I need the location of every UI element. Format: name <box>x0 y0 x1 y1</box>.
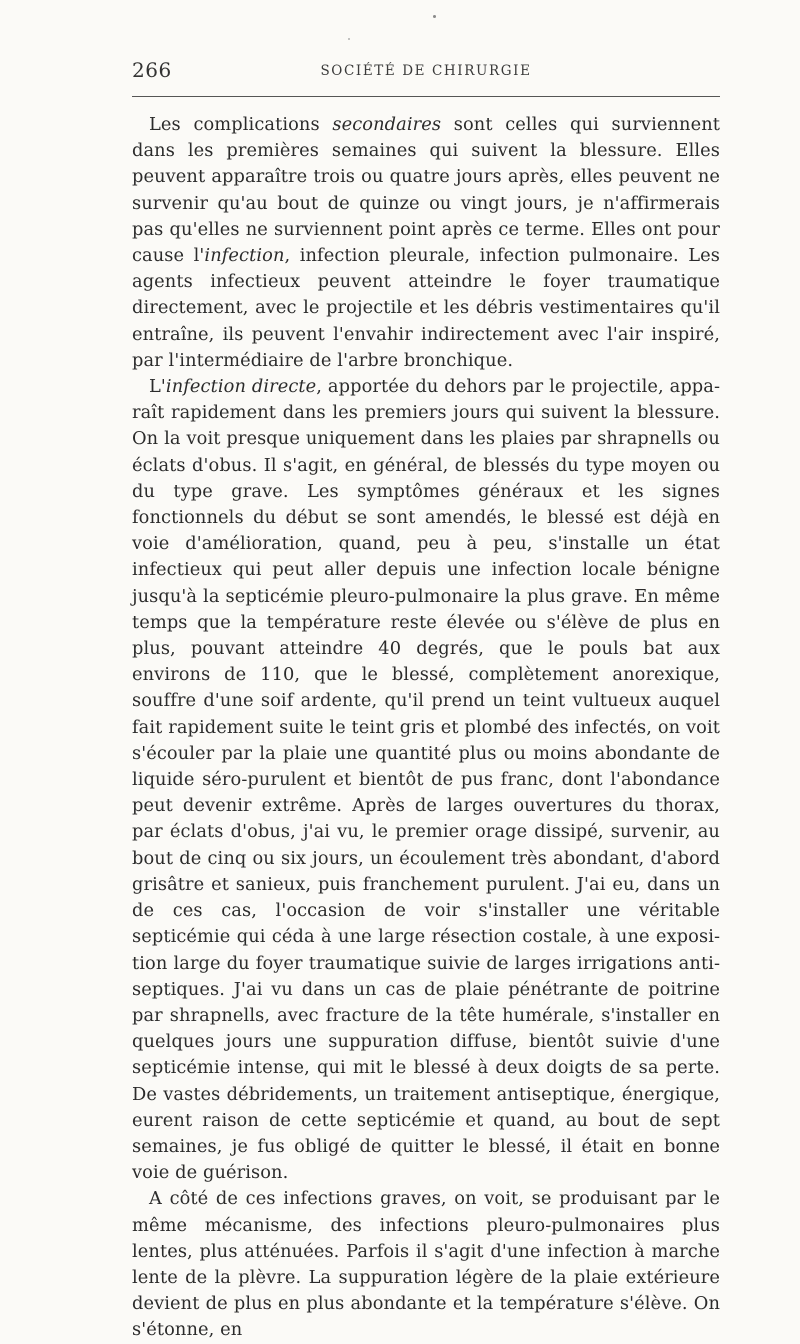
paragraph-secondary-complications <box>132 112 720 374</box>
body-text <box>132 112 720 1344</box>
paper-speck <box>348 38 350 40</box>
paragraph-direct-infection <box>132 374 720 1186</box>
italic-term: secondaires <box>332 114 442 135</box>
page-header <box>132 58 720 86</box>
page-number: 266 <box>132 58 172 82</box>
italic-term: infection directe <box>165 376 317 398</box>
text-run: L' <box>149 376 166 398</box>
header-rule <box>132 96 720 97</box>
text-run: A côté de ces infections graves, on voit, se produisant par le même mécanisme, des infections pleuro-pulmonaires plus lentes, plus atténuées. Parfois il s'agit d'une infection à marche lente de la plèvre. La suppuration légère de la plaie extérieure devient de plus en plus abondante et la température s'élève. On s'étonne, en <box>132 1188 720 1341</box>
running-head: SOCIÉTÉ DE CHIRURGIE <box>320 63 532 79</box>
paper-speck <box>433 15 436 18</box>
paragraph-slow-infections <box>132 1186 720 1343</box>
italic-term: infection <box>204 245 285 267</box>
text-run: sont celles qui surviennent dans les premières semaines qui suivent la blessure. Elles peuvent apparaître trois ou quatre jours après, elles peuvent ne survenir qu'au bout de quinze ou vingt jours, je n'affirmerais pas qu'elles ne surviennent point après ce terme. Elles ont pour cause l' <box>132 114 720 267</box>
text-run: Les complications <box>149 114 333 135</box>
text-run: , apportée du dehors par le projectile, apparaît rapidement dans les premiers jours qui suivent la blessure. On la voit presque uniquement dans les plaies par shrapnells ou éclats d'obus. Il s'agit, en général, de blessés du type moyen ou du type grave. Les symptômes généraux et les signes fonctionnels du début se sont amendés, le blessé est déjà en voie d'amélioration, quand, peu à peu, s'installe un état infectieux qui peut aller depuis une infection locale bénigne jusqu'à la septicémie pleuro-pulmonaire la plus grave. En même temps que la température reste élevée ou s'élève de plus en plus, pouvant atteindre 40 degrés, que le pouls bat aux environs de 110, que le blessé, complètement anorexique, souffre d'une soif ardente, qu'il prend un teint vultueux auquel fait rapidement suite le teint gris et plombé des infectés, on voit s'écouler par la plaie une quantité plus ou moins abondante de liquide séro-purulent et bientôt de pus franc, dont l'abondance peut devenir extrême. Après de larges ouvertures du thorax, par éclats d'obus, j'ai vu, le premier orage dissipé, survenir, au bout de cinq ou six jours, un écoulement très abondant, d'abord grisâtre et sanieux, puis franchement purulent. J'ai eu, dans un de ces cas, l'occasion de voir s'installer une véritable septicémie qui céda à une large résection costale, à une exposition large du foyer traumatique suivie de larges irrigations antiseptiques. J'ai vu dans un cas de plaie pénétrante de poitrine par shrapnells, avec fracture de la tête humérale, s'installer en quelques jours une suppuration diffuse, bientôt suivie d'une septicémie intense, qui mit le blessé à deux doigts de sa perte. De vastes débridements, un traitement antiseptique, énergique, eurent raison de cette septicémie et quand, au bout de sept semaines, je fus obligé de quitter le blessé, il était en bonne voie de guérison. <box>132 376 720 1184</box>
text-run: , infection pleurale, infection pulmonaire. Les agents infectieux peuvent atteindre le foyer traumatique directement, avec le projectile et les débris vestimentaires qu'il entraîne, ils peuvent l'envahir indirectement avec l'air inspiré, par l'intermédiaire de l'arbre bronchique. <box>132 245 721 371</box>
